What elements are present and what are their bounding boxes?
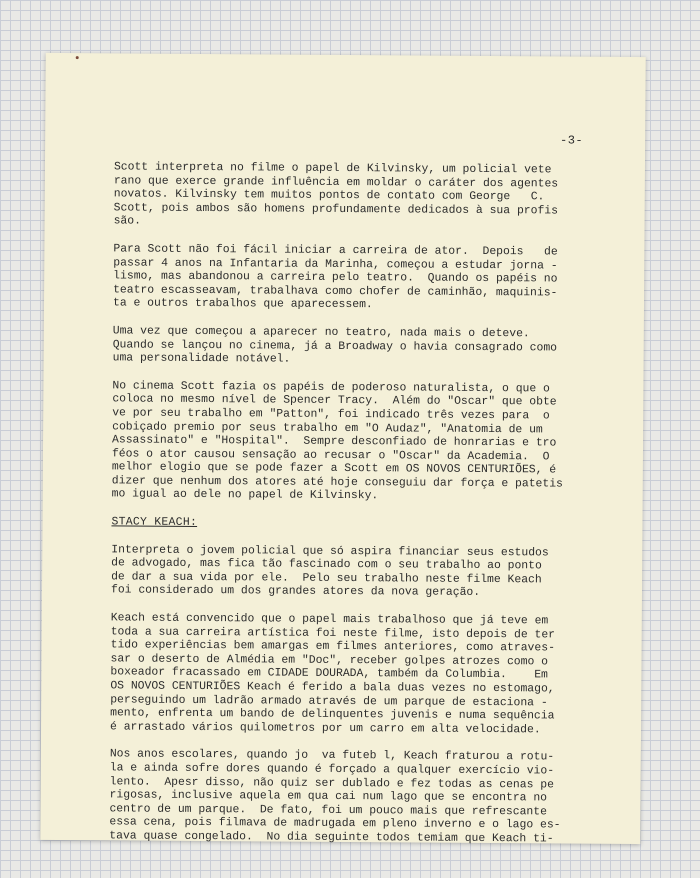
text-line: Scott, pois ambos são homens profundamente dedicados à sua profis xyxy=(113,202,559,218)
text-line: teatro escasseavam, trabalhava como chofer de caminhão, maquinis- xyxy=(113,284,558,300)
paragraph-kilvinsky xyxy=(114,161,594,232)
text-line: essa cena, pois filmava de madrugada em pleno inverno e o lago es- xyxy=(109,816,561,832)
text-line: são. xyxy=(113,215,141,228)
text-line: foi considerado um dos grandes atores da nova geração. xyxy=(110,584,481,600)
text-line: lento. Apesr disso, não quiz ser dublado e fez todas as cenas pe xyxy=(109,775,555,792)
text-line: Quando se lançou no cinema, já a Broadway o havia consagrado como xyxy=(112,338,558,355)
text-line: centro de um parque. De fato, foi um pouco mais que refrescante xyxy=(109,803,547,819)
paragraph-keach-hardest-role xyxy=(110,612,591,738)
text-line: melhor elogio que se pode fazer a Scott em OS NOVOS CENTURIÕES, é xyxy=(111,461,557,477)
typewritten-page xyxy=(40,53,645,844)
pin-mark xyxy=(76,56,79,59)
text-line: Interpreta o jovem policial que só aspira financiar seus estudos xyxy=(111,544,549,560)
text-line: uma personalidade notável. xyxy=(112,352,291,366)
text-line: de dar a sua vida por ele. Pelo seu trabalho neste filme Keach xyxy=(111,571,542,587)
text-line: la e ainda sofre dores quando é forçado a qualquer exercício vio- xyxy=(109,762,555,778)
text-line: cobiçado premio por seus trabalho em "O Audaz", "Anatomia de um xyxy=(112,420,543,436)
text-line: lismo, mas abandonou a carreira pelo teatro. Quando os papéis no xyxy=(113,270,558,286)
text-line: rigosas, inclusive aquela em qua cai num lago que se encontra no xyxy=(109,789,548,805)
text-line: toda a sua carreira artística foi neste filme, isto depois de ter xyxy=(110,626,556,642)
page-body xyxy=(109,161,594,861)
text-line: Uma vez que começou a aparecer no teatro, nada mais o deteve. xyxy=(112,325,530,341)
text-line: Para Scott não foi fácil iniciar a carreira de ator. Depois de xyxy=(113,243,558,259)
text-line: sar o deserto de Almédia em "Doc", receber golpes atrozes como o xyxy=(110,653,549,669)
text-line: passar 4 anos na Infantaria da Marinha, começou a estudar jorna - xyxy=(113,256,558,273)
text-line: ta e outros trabalhos que aparecessem. xyxy=(112,297,373,312)
text-line: mento, enfrenta um bando de delinquentes juvenis e numa sequência xyxy=(110,707,555,723)
paragraph-cinema xyxy=(112,380,593,506)
paragraph-keach-school xyxy=(109,749,590,848)
text-line: dizer que nenhum dos atores até hoje conseguiu dar força e patetis xyxy=(111,475,563,491)
text-line: coloca no mesmo nível de Spencer Tracy. Além do "Oscar" que obte xyxy=(112,393,557,409)
text-line: mo igual ao dele no papel de Kilvinsky. xyxy=(111,488,379,503)
page-number: -3- xyxy=(559,133,584,148)
text-line: é arrastado vários quilometros por um carro em alta velocidade. xyxy=(110,721,541,737)
text-line: Nos anos escolares, quando jo va futeb l, Keach fraturou a rotu- xyxy=(109,748,555,764)
text-line: OS NOVOS CENTURIÕES Keach é ferido a bala duas vezes no estomago, xyxy=(110,680,555,696)
text-line: perseguindo um ladrão armado através de um parque de estaciona - xyxy=(110,693,548,710)
section-heading: STACY KEACH: xyxy=(111,516,198,530)
text-line: féos o ator causou sensação ao recusar o "Oscar" da Academia. O xyxy=(111,448,550,464)
text-line: Assassinato" e "Hospital". Sempre desconfiado de honrarias e tro xyxy=(112,434,557,450)
text-line: tido experiências bem amargas em filmes anteriores, como atraves- xyxy=(110,639,555,655)
text-line: rano que exerce grande influência em moldar o caráter dos agentes xyxy=(113,174,559,191)
text-line: tava quase congelado. No dia seguinte todos temiam que Keach ti- xyxy=(109,830,554,846)
text-line: boxeador fracassado em CIDADE DOURADA, também da Columbia. Em xyxy=(110,666,548,682)
text-line: Scott interpreta no filme o papel de Kilvinsky, um policial vete xyxy=(113,161,552,177)
text-line: de advogado, mas fica tão fascinado com o seu trabalho ao ponto xyxy=(111,557,542,573)
text-line: No cinema Scott fazia os papéis de poderoso naturalista, o que o xyxy=(112,380,550,396)
text-line: Keach está convencido que o papel mais trabalhoso que já teve em xyxy=(110,612,549,628)
paragraph-theater xyxy=(113,325,593,369)
text-line: novatos. Kilvinsky tem muitos pontos de contato com George C. xyxy=(113,188,545,204)
paragraph-keach-role xyxy=(111,544,591,602)
text-line: ve por seu trabalho em "Patton", foi indicado três vezes para o xyxy=(112,407,550,423)
paragraph-scott-career xyxy=(113,243,593,314)
